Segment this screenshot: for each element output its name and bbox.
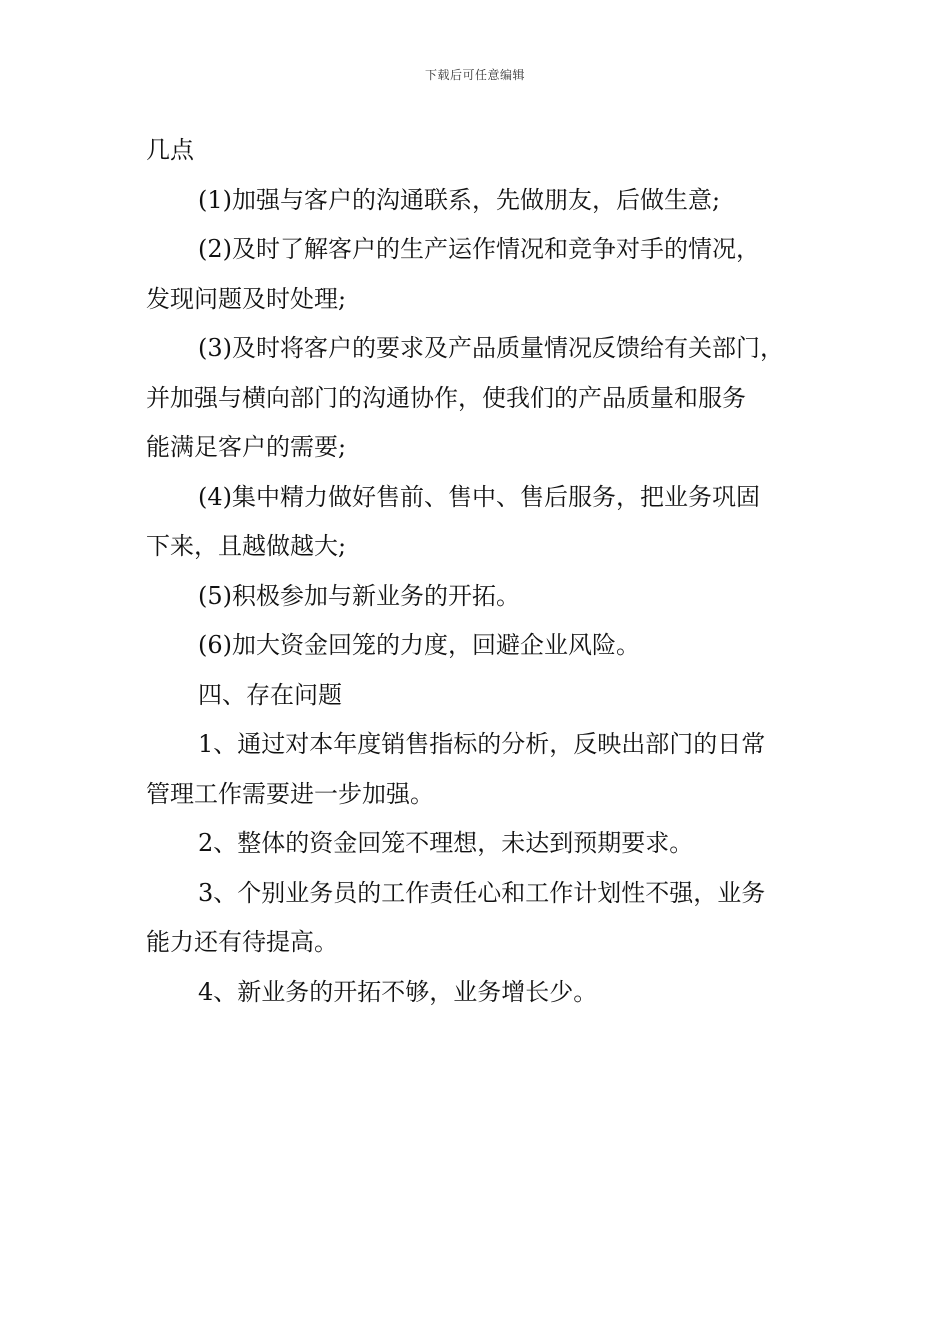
section-heading: 四、存在问题 <box>198 680 342 709</box>
paragraph-line: 4、新业务的开拓不够，业务增长少。 <box>198 977 598 1006</box>
paragraph-line: 几点 <box>146 136 194 164</box>
paragraph-line: 2、整体的资金回笼不理想，未达到预期要求。 <box>198 829 694 857</box>
paragraph-line: 能满足客户的需要; <box>146 433 347 461</box>
paragraph-line: (4)集中精力做好售前、售中、售后服务，把业务巩固 <box>198 482 760 511</box>
paragraph-line: 发现问题及时处理; <box>146 284 347 313</box>
paragraph-line: (6)加大资金回笼的力度，回避企业风险。 <box>198 631 640 659</box>
document-body <box>146 126 808 1017</box>
paragraph-line: 管理工作需要进一步加强。 <box>146 779 434 808</box>
paragraph-line: 能力还有待提高。 <box>146 928 338 956</box>
paragraph-line: (2)及时了解客户的生产运作情况和竞争对手的情况， <box>198 235 760 263</box>
page-header: 下载后可任意编辑 <box>424 68 525 82</box>
paragraph-line: (3)及时将客户的要求及产品质量情况反馈给有关部门， <box>198 334 784 362</box>
paragraph-line: 下来，且越做越大; <box>146 532 347 560</box>
paragraph-line: (5)积极参加与新业务的开拓。 <box>198 581 520 610</box>
paragraph-line: 3、个别业务员的工作责任心和工作计划性不强，业务 <box>198 878 766 907</box>
paragraph-line: (1)加强与客户的沟通联系，先做朋友，后做生意; <box>198 185 721 214</box>
paragraph-line: 1、通过对本年度销售指标的分析，反映出部门的日常 <box>198 730 766 758</box>
paragraph-line: 并加强与横向部门的沟通协作，使我们的产品质量和服务 <box>146 383 746 412</box>
